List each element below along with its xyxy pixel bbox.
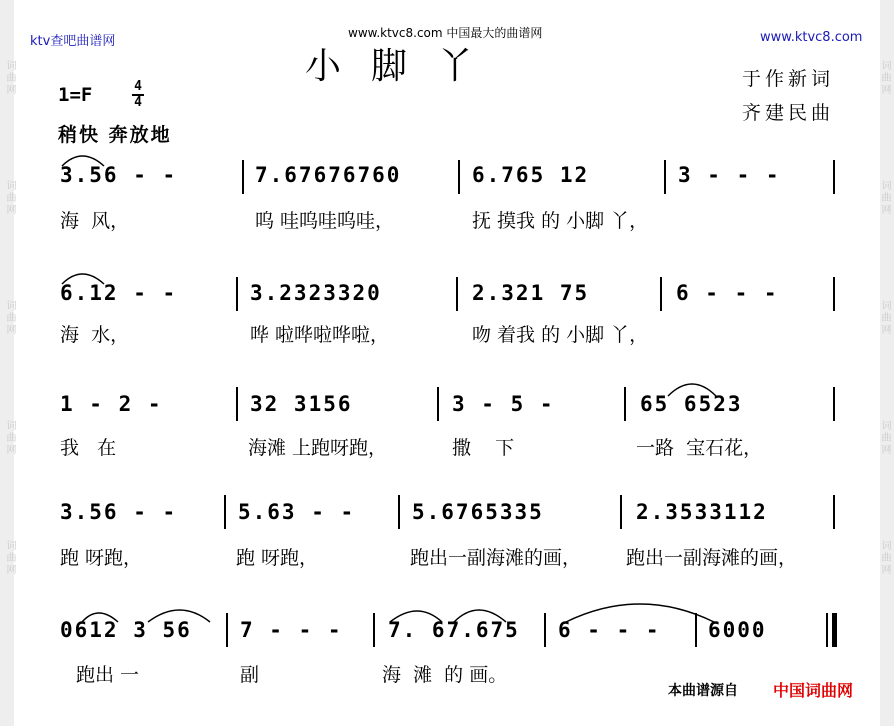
measure-notes: 6.12 - -: [60, 281, 178, 305]
lyric-text: 哗 啦哗啦哗啦，: [250, 324, 390, 346]
measure-notes: 3.56 - -: [60, 163, 178, 187]
barline: [398, 495, 400, 529]
barline: [826, 613, 828, 647]
header-right-site-link[interactable]: www.ktvc8.com: [760, 30, 863, 45]
measure-notes: 3.56 - -: [60, 500, 178, 524]
final-barline: [832, 613, 837, 647]
measure-notes: 3.2323320: [250, 281, 382, 305]
meter-bottom: 4: [134, 95, 142, 110]
lyric-text: 吻 着我 的 小脚 丫，: [472, 324, 649, 346]
measure-notes: 7.67676760: [255, 163, 402, 187]
measure-notes: 2.3533112: [636, 500, 768, 524]
measure-notes: 0612 3 56: [60, 618, 192, 642]
composer-credit: 齐建民曲: [742, 102, 835, 124]
measure-notes: 6 - - -: [558, 618, 661, 642]
barline: [695, 613, 697, 647]
lyric-text: 海 滩 的 画。: [382, 664, 508, 686]
measure-notes: 6000: [708, 618, 767, 642]
barline: [226, 613, 228, 647]
watermark: 词曲网: [879, 180, 890, 216]
barline: [833, 495, 835, 529]
measure-notes: 7. 67.675: [388, 618, 520, 642]
watermark: 词曲网: [879, 420, 890, 456]
watermark: 词曲网: [879, 60, 890, 96]
song-title: 小脚丫: [305, 46, 504, 87]
measure-notes: 2.321 75: [472, 281, 590, 305]
lyric-text: 副: [240, 664, 260, 686]
lyric-text: 跑 呀跑，: [60, 547, 143, 569]
watermark: 词曲网: [4, 60, 15, 96]
measure-notes: 5.63 - -: [238, 500, 356, 524]
barline: [242, 160, 244, 194]
key-signature: 1=F: [58, 84, 93, 106]
lyric-text: 海 风，: [60, 210, 130, 232]
barline: [833, 277, 835, 311]
barline: [660, 277, 662, 311]
lyric-text: 撒 下: [452, 437, 515, 459]
lyric-text: 海 水，: [60, 324, 130, 346]
measure-notes: 3 - - -: [678, 163, 781, 187]
measure-notes: 1 - 2 -: [60, 392, 163, 416]
lyricist-credit: 于作新词: [742, 68, 835, 90]
measure-notes: 6.765 12: [472, 163, 590, 187]
barline: [373, 613, 375, 647]
lyric-text: 跑出一副海滩的画，: [626, 547, 798, 569]
source-site-link[interactable]: 中国词曲网: [773, 681, 854, 700]
measure-notes: 6 - - -: [676, 281, 779, 305]
time-signature: [132, 80, 144, 110]
barline: [544, 613, 546, 647]
right-margin-strip: [880, 0, 894, 726]
watermark: 词曲网: [4, 420, 15, 456]
barline: [236, 277, 238, 311]
watermark: 词曲网: [4, 300, 15, 336]
lyric-text: 跑 呀跑，: [236, 547, 319, 569]
lyric-text: 抚 摸我 的 小脚 丫，: [472, 210, 649, 232]
lyric-text: 一路 宝石花，: [636, 437, 763, 459]
lyric-text: 呜 哇呜哇呜哇，: [255, 210, 395, 232]
source-label: 本曲谱源自: [668, 683, 738, 699]
watermark: 词曲网: [4, 540, 15, 576]
barline: [236, 387, 238, 421]
lyric-text: 海滩 上跑呀跑，: [248, 437, 388, 459]
left-margin-strip: [0, 0, 14, 726]
barline: [224, 495, 226, 529]
barline: [664, 160, 666, 194]
barline: [833, 160, 835, 194]
tempo-marking: 稍快 奔放地: [58, 124, 172, 146]
barline: [437, 387, 439, 421]
header-center-site-link[interactable]: www.ktvc8.com 中国最大的曲谱网: [348, 26, 543, 40]
watermark: 词曲网: [4, 180, 15, 216]
measure-notes: 32 3156: [250, 392, 353, 416]
header-left-site-link[interactable]: ktv查吧曲谱网: [30, 34, 116, 49]
measure-notes: 3 - 5 -: [452, 392, 555, 416]
lyric-text: 我 在: [60, 437, 117, 459]
barline: [456, 277, 458, 311]
barline: [620, 495, 622, 529]
barline: [833, 387, 835, 421]
meter-top: 4: [134, 79, 142, 94]
measure-notes: 7 - - -: [240, 618, 343, 642]
lyric-text: 跑出一副海滩的画，: [410, 547, 582, 569]
measure-notes: 65 6523: [640, 392, 743, 416]
watermark: 词曲网: [879, 300, 890, 336]
watermark: 词曲网: [879, 540, 890, 576]
barline: [458, 160, 460, 194]
measure-notes: 5.6765335: [412, 500, 544, 524]
lyric-text: 跑出 一: [76, 664, 140, 686]
barline: [624, 387, 626, 421]
